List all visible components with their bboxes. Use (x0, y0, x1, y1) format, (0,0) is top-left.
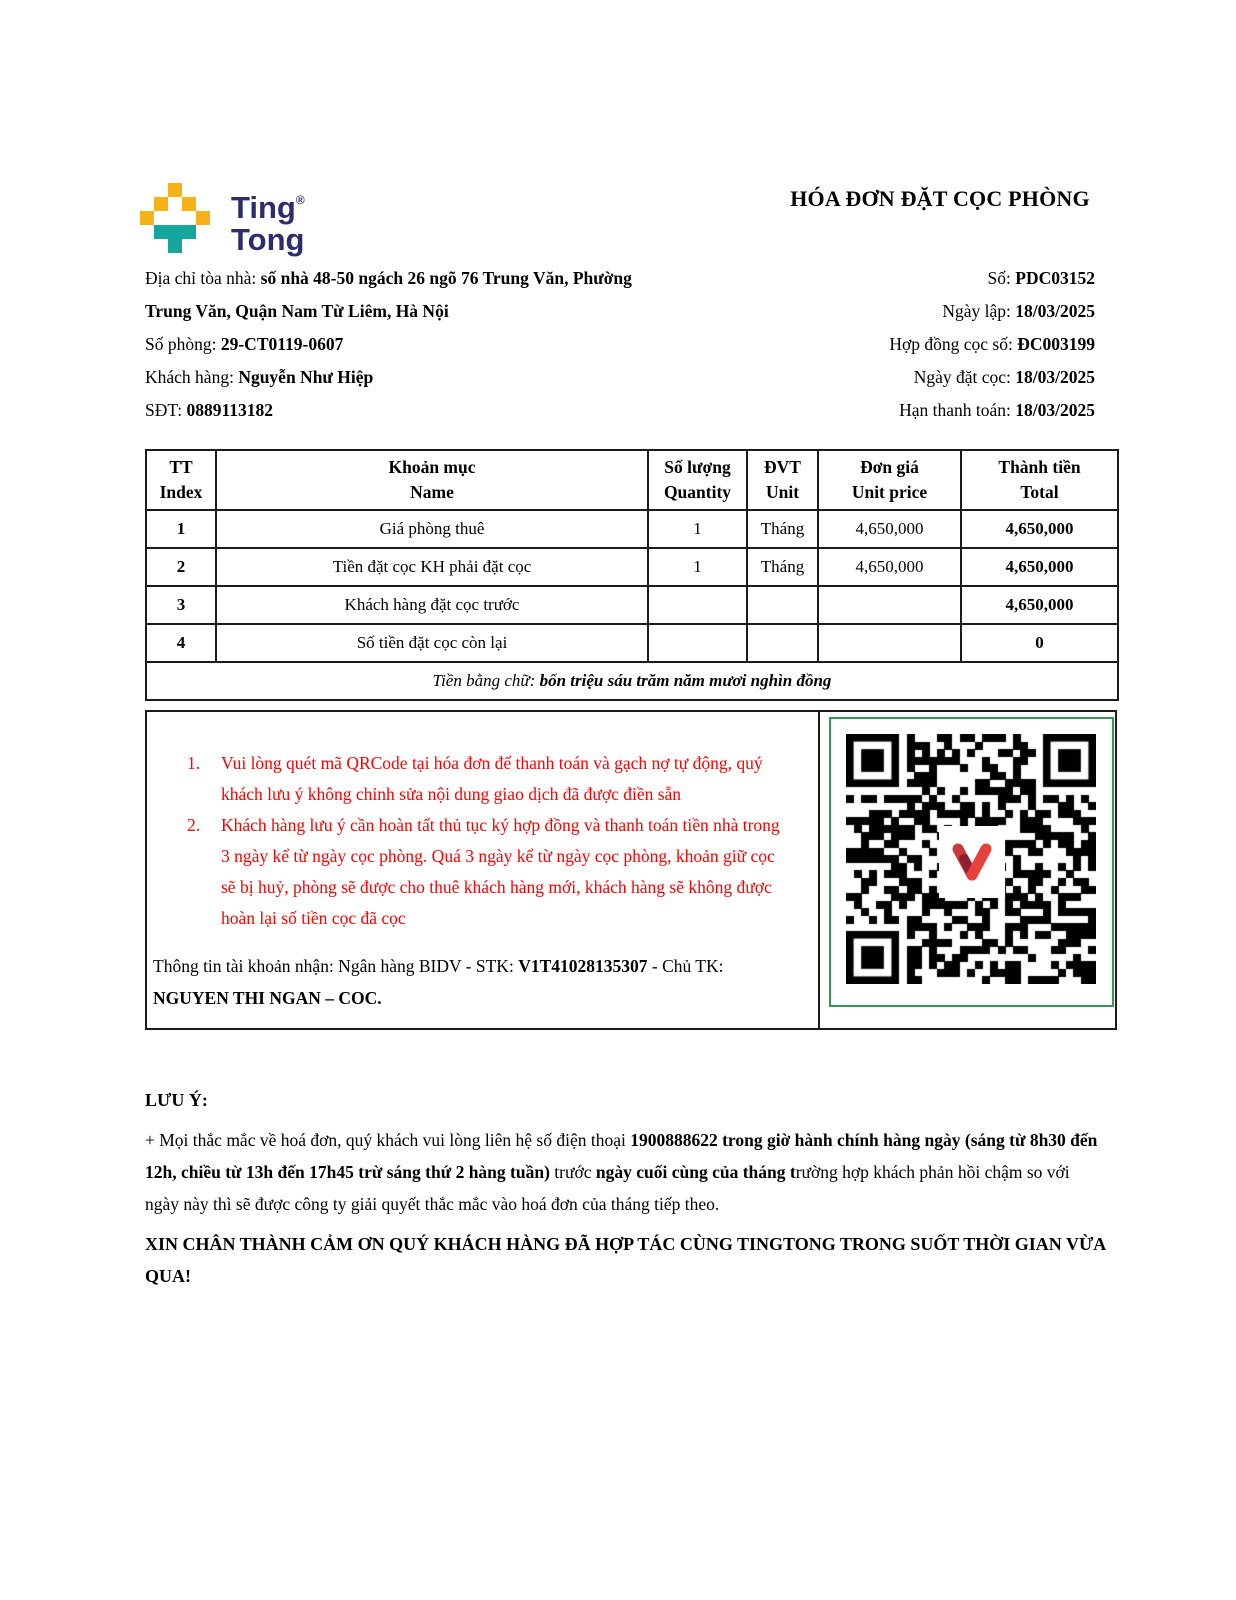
notice-heading: LƯU Ý: (145, 1090, 208, 1110)
issue-date-line (889, 295, 1095, 328)
table-row (146, 548, 1118, 586)
cell-unit-price (818, 586, 961, 624)
items-table (145, 449, 1119, 701)
notice-part-bold: 1900888622 trong giờ hành chính hàng ngày (sáng từ 8h30 đến 12h, chiều từ 13h đến 17h45 trừ sáng thứ 2 hàng tuần) (145, 1130, 1098, 1182)
cell-total: 0 (961, 624, 1118, 662)
note-item-2 (153, 810, 792, 934)
cell-total: 4,650,000 (961, 510, 1118, 548)
col-index: TT Index (146, 450, 216, 510)
cell-unit (747, 624, 818, 662)
building-info-block (145, 262, 680, 427)
cell-unit-price: 4,650,000 (818, 548, 961, 586)
cell-unit-price: 4,650,000 (818, 510, 961, 548)
phone-line (145, 394, 680, 427)
col-quantity: Số lượng Quantity (648, 450, 747, 510)
notice-part: trước (549, 1162, 596, 1182)
due-date-line (889, 394, 1095, 427)
address-value: số nhà 48-50 ngách 26 ngõ 76 Trung Văn, Phường Trung Văn, Quận Nam Từ Liêm, Hà Nội (145, 268, 632, 321)
logo-pixel (154, 197, 168, 211)
tingtong-logo-icon (140, 183, 210, 255)
invoice-title: HÓA ĐƠN ĐẶT CỌC PHÒNG (790, 186, 1090, 211)
qr-frame (829, 717, 1114, 1007)
notice-part: + Mọi thắc mắc về hoá đơn, quý khách vui lòng liên hệ số điện thoại (145, 1130, 631, 1150)
receiver-account-info (153, 950, 792, 1014)
phone-value: 0889113182 (186, 400, 273, 420)
cell-quantity (648, 586, 747, 624)
cell-index: 2 (146, 548, 216, 586)
table-row (146, 510, 1118, 548)
cell-unit: Tháng (747, 510, 818, 548)
logo-pixel (154, 225, 196, 239)
deposit-date-line (889, 361, 1095, 394)
logo-pixel (182, 197, 196, 211)
amount-in-words (146, 662, 1118, 700)
note-text: Vui lòng quét mã QRCode tại hóa đơn để thanh toán và gạch nợ tự động, quý khách lưu ý không chỉnh sửa nội dung giao dịch đã được điền sẵn (221, 753, 763, 804)
deposit-date-value: 18/03/2025 (1015, 367, 1095, 387)
phone-label: SĐT: (145, 400, 187, 420)
cell-name: Tiền đặt cọc KH phải đặt cọc (216, 548, 648, 586)
invoice-number-value: PDC03152 (1015, 268, 1095, 288)
cell-name: Khách hàng đặt cọc trước (216, 586, 648, 624)
qr-logo-backdrop (939, 826, 1005, 898)
cell-total: 4,650,000 (961, 548, 1118, 586)
logo-pixel (168, 239, 182, 253)
logo-pixel (168, 183, 182, 197)
vietqr-v-icon (951, 843, 993, 881)
cell-unit (747, 586, 818, 624)
customer-label: Khách hàng: (145, 367, 239, 387)
note-text: Khách hàng lưu ý cần hoàn tất thủ tục ký hợp đồng và thanh toán tiền nhà trong 3 ngày kể từ ngày cọc phòng. Quá 3 ngày kể từ ngày cọc phòng, khoản giữ cọc sẽ bị huỷ, phòng sẽ được cho thuê khách hàng mới, khách hàng sẽ không được hoàn lại số tiền cọc đã cọc (221, 815, 780, 928)
contract-label: Hợp đồng cọc số: (889, 334, 1018, 354)
building-address-line (145, 262, 680, 328)
qr-panel (820, 712, 1115, 1028)
col-name: Khoản mục Name (216, 450, 648, 510)
table-row (146, 586, 1118, 624)
contract-value: ĐC003199 (1017, 334, 1095, 354)
brand-name (231, 184, 305, 256)
cell-quantity (648, 624, 747, 662)
amount-in-words-label: Tiền bằng chữ: (432, 671, 540, 690)
table-header-row (146, 450, 1118, 510)
notice-part: rường hợp khách phản hồi chậm so với ngày này thì sẽ được công ty giải quyết thắc mắc vào hoá đơn của tháng tiếp theo. (145, 1162, 1070, 1214)
cell-unit-price (818, 624, 961, 662)
address-label: Địa chỉ tòa nhà: (145, 268, 261, 288)
note-item-1 (153, 748, 792, 810)
notice-paragraph (145, 1124, 1107, 1220)
cell-index: 1 (146, 510, 216, 548)
invoice-number-line (889, 262, 1095, 295)
table-row (146, 624, 1118, 662)
amount-in-words-value: bốn triệu sáu trăm năm mươi nghìn đồng (539, 671, 832, 690)
account-number: V1T41028135307 (518, 956, 648, 976)
cell-name: Giá phòng thuê (216, 510, 648, 548)
cell-quantity: 1 (648, 548, 747, 586)
room-number-line (145, 328, 680, 361)
notice-part-bold: ngày cuối cùng của tháng t (595, 1162, 796, 1182)
col-unit-price: Đơn giá Unit price (818, 450, 961, 510)
brand-line2: Tong (231, 222, 305, 257)
registered-mark: ® (295, 193, 305, 207)
invoice-number-label: Số: (987, 268, 1016, 288)
cell-unit: Tháng (747, 548, 818, 586)
logo-pixel (140, 211, 154, 225)
issue-date-label: Ngày lập: (942, 301, 1016, 321)
room-value: 29-CT0119-0607 (220, 334, 344, 354)
payment-notes-box (145, 710, 1117, 1030)
col-total: Thành tiền Total (961, 450, 1118, 510)
due-date-label: Hạn thanh toán: (899, 400, 1016, 420)
cell-name: Số tiền đặt cọc còn lại (216, 624, 648, 662)
customer-value: Nguyễn Như Hiệp (238, 367, 374, 387)
logo-pixel (196, 211, 210, 225)
room-label: Số phòng: (145, 334, 221, 354)
invoice-meta-block (889, 262, 1095, 427)
cell-index: 3 (146, 586, 216, 624)
col-unit: ĐVT Unit (747, 450, 818, 510)
amount-in-words-row (146, 662, 1118, 700)
note-number: 2. (187, 815, 201, 835)
thanks-paragraph: XIN CHÂN THÀNH CẢM ƠN QUÝ KHÁCH HÀNG ĐÃ HỢP TÁC CÙNG TINGTONG TRONG SUỐT THỜI GIAN VỪA QUA! (145, 1234, 1106, 1286)
due-date-value: 18/03/2025 (1015, 400, 1095, 420)
note-number: 1. (187, 753, 201, 773)
issue-date-value: 18/03/2025 (1015, 301, 1095, 321)
cell-total: 4,650,000 (961, 586, 1118, 624)
account-mid: - Chủ TK: (647, 956, 724, 976)
contract-number-line (889, 328, 1095, 361)
brand-line1: Ting (231, 190, 296, 225)
payment-notes-area (147, 712, 820, 1028)
cell-quantity: 1 (648, 510, 747, 548)
customer-line (145, 361, 680, 394)
account-prefix: Thông tin tài khoản nhận: Ngân hàng BIDV - STK: (153, 956, 519, 976)
cell-index: 4 (146, 624, 216, 662)
account-holder: NGUYEN THI NGAN – COC. (153, 988, 382, 1008)
deposit-date-label: Ngày đặt cọc: (913, 367, 1016, 387)
